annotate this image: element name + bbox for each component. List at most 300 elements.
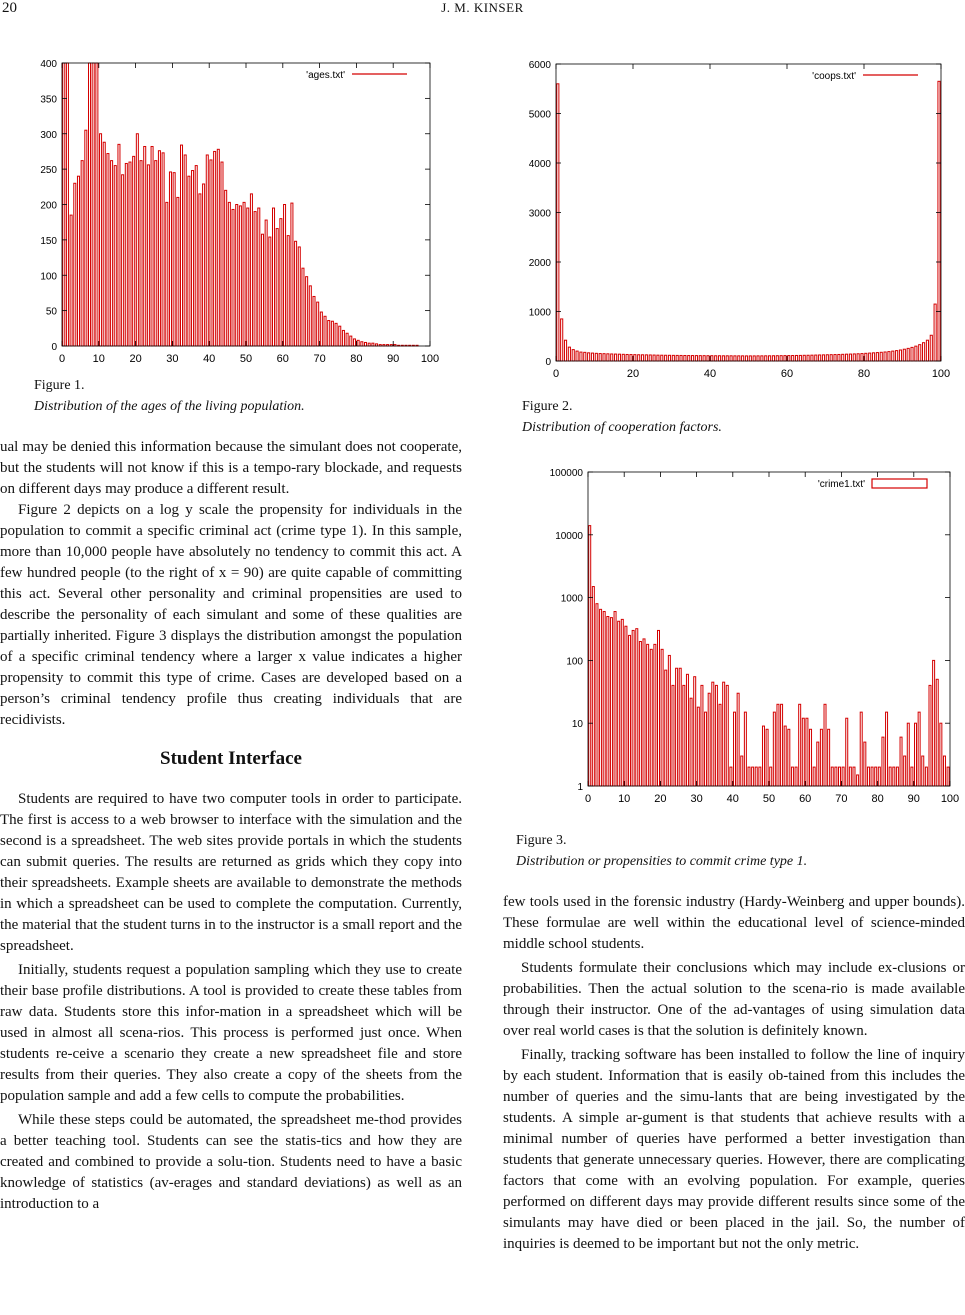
data-bar bbox=[298, 247, 300, 346]
data-bar bbox=[865, 353, 867, 361]
y-tick-label: 5000 bbox=[528, 109, 551, 121]
data-bar bbox=[788, 356, 790, 361]
x-tick-label: 60 bbox=[276, 353, 289, 365]
x-tick-label: 100 bbox=[940, 793, 960, 805]
data-bar bbox=[166, 202, 168, 346]
legend-label: 'crime1.txt' bbox=[817, 479, 865, 490]
data-bar bbox=[309, 286, 311, 346]
data-bar bbox=[749, 356, 751, 361]
data-bar bbox=[147, 165, 149, 346]
data-bar bbox=[911, 767, 913, 786]
data-bar bbox=[284, 205, 286, 347]
data-bar bbox=[811, 355, 813, 361]
data-bar bbox=[889, 767, 891, 786]
data-bar bbox=[576, 351, 578, 361]
figure-2-caption bbox=[522, 396, 922, 438]
x-tick-label: 60 bbox=[799, 793, 812, 805]
data-bar bbox=[765, 356, 767, 361]
data-bar bbox=[206, 155, 208, 346]
section-heading: Student Interface bbox=[160, 748, 302, 769]
left-column bbox=[0, 437, 462, 1215]
data-bar bbox=[615, 354, 617, 361]
y-tick-label: 3000 bbox=[528, 208, 551, 220]
x-tick-label: 20 bbox=[654, 793, 667, 805]
data-bar bbox=[661, 649, 663, 786]
x-tick-label: 0 bbox=[552, 368, 560, 380]
data-bar bbox=[683, 685, 685, 786]
data-bar bbox=[239, 206, 241, 346]
data-bar bbox=[610, 618, 612, 786]
y-tick-label: 1 bbox=[577, 782, 583, 793]
data-bar bbox=[629, 635, 631, 786]
data-bar bbox=[295, 241, 297, 346]
x-tick-label: 40 bbox=[203, 353, 216, 365]
data-bar bbox=[938, 81, 940, 361]
data-bar bbox=[861, 354, 863, 361]
data-bar bbox=[690, 698, 692, 786]
data-bar bbox=[781, 704, 783, 786]
data-bar bbox=[368, 343, 370, 346]
data-bar bbox=[291, 203, 293, 346]
data-bar bbox=[607, 354, 609, 361]
x-tick-label: 0 bbox=[584, 793, 592, 805]
data-bar bbox=[618, 621, 620, 786]
data-bar bbox=[630, 355, 632, 361]
data-bar bbox=[893, 767, 895, 786]
data-bar bbox=[947, 767, 949, 786]
data-bar bbox=[74, 183, 76, 346]
figure-1-title: Distribution of the ages of the living population. bbox=[34, 399, 305, 414]
data-bar bbox=[603, 354, 605, 361]
data-bar bbox=[287, 236, 289, 346]
data-bar bbox=[357, 340, 359, 346]
data-bar bbox=[192, 171, 194, 346]
data-bar bbox=[922, 756, 924, 786]
data-bar bbox=[342, 330, 344, 346]
data-bar bbox=[686, 674, 688, 786]
data-bar bbox=[766, 729, 768, 786]
data-bar bbox=[726, 685, 728, 786]
data-bar bbox=[600, 609, 602, 786]
data-bar bbox=[589, 526, 591, 786]
data-bar bbox=[926, 340, 928, 361]
data-bar bbox=[799, 355, 801, 361]
data-bar bbox=[144, 146, 146, 346]
data-bar bbox=[365, 342, 367, 346]
paragraph: ual may be denied this information because the simulant does not cooperate, but the students will not know if this is a tempo-rary blockade, and requests on different days may produce a different result. bbox=[0, 439, 462, 497]
data-bar bbox=[822, 355, 824, 361]
data-bar bbox=[169, 172, 171, 346]
data-bar bbox=[867, 767, 869, 786]
figure-2-title: Distribution of cooperation factors. bbox=[522, 420, 722, 435]
data-bar bbox=[225, 190, 227, 346]
data-bar bbox=[306, 277, 308, 346]
data-bar bbox=[876, 353, 878, 361]
data-bar bbox=[780, 356, 782, 361]
x-tick-label: 10 bbox=[618, 793, 631, 805]
data-bar bbox=[925, 767, 927, 786]
data-bar bbox=[869, 353, 871, 361]
data-bar bbox=[114, 166, 116, 346]
data-bar bbox=[929, 685, 931, 786]
data-bar bbox=[100, 134, 102, 346]
data-bar bbox=[817, 742, 819, 786]
x-tick-label: 40 bbox=[726, 793, 739, 805]
data-bar bbox=[561, 319, 563, 361]
data-bar bbox=[603, 612, 605, 786]
page-number: 20 bbox=[2, 0, 17, 16]
y-tick-label: 300 bbox=[40, 129, 57, 141]
data-bar bbox=[911, 347, 913, 361]
data-bar bbox=[672, 685, 674, 786]
data-bar bbox=[918, 712, 920, 786]
y-tick-label: 6000 bbox=[528, 60, 551, 71]
data-bar bbox=[634, 355, 636, 361]
data-bar bbox=[214, 151, 216, 346]
data-bar bbox=[820, 729, 822, 786]
data-bar bbox=[726, 356, 728, 361]
data-bar bbox=[638, 355, 640, 361]
data-bar bbox=[181, 145, 183, 346]
data-bar bbox=[849, 767, 851, 786]
data-bar bbox=[636, 629, 638, 786]
running-header: J. M. KINSER bbox=[441, 0, 524, 15]
data-bar bbox=[372, 343, 374, 346]
data-bar bbox=[692, 356, 694, 361]
data-bar bbox=[199, 194, 201, 346]
data-bar bbox=[695, 356, 697, 361]
y-tick-label: 100 bbox=[566, 656, 583, 668]
legend-label: 'ages.txt' bbox=[306, 70, 345, 81]
data-bar bbox=[657, 355, 659, 361]
data-bar bbox=[247, 208, 249, 346]
data-bar bbox=[599, 354, 601, 361]
data-bar bbox=[607, 617, 609, 787]
data-bar bbox=[738, 356, 740, 361]
data-bar bbox=[647, 644, 649, 786]
data-bar bbox=[831, 767, 833, 786]
data-bar bbox=[140, 161, 142, 346]
data-bar bbox=[699, 356, 701, 361]
data-bar bbox=[853, 354, 855, 361]
y-tick-label: 10000 bbox=[555, 530, 583, 542]
data-bar bbox=[761, 356, 763, 361]
data-bar bbox=[107, 154, 109, 346]
data-bar bbox=[77, 176, 79, 346]
data-bar bbox=[892, 351, 894, 361]
data-bar bbox=[742, 356, 744, 361]
data-bar bbox=[328, 321, 330, 346]
paragraph: Students formulate their conclusions which may include ex-clusions or probabilities. Then the actual solution to the scena-rio is made available through their instructor. One of the ad-vantages of using simulation data over real world cases is that the solution is definitely known. bbox=[503, 960, 965, 1039]
data-bar bbox=[89, 63, 91, 346]
data-bar bbox=[96, 63, 98, 346]
data-bar bbox=[755, 767, 757, 786]
data-bar bbox=[880, 352, 882, 361]
data-bar bbox=[703, 356, 705, 361]
data-bar bbox=[592, 587, 594, 786]
data-bar bbox=[807, 355, 809, 361]
data-bar bbox=[737, 693, 739, 786]
data-bar bbox=[665, 670, 667, 786]
data-bar bbox=[753, 356, 755, 361]
data-bar bbox=[853, 767, 855, 786]
data-bar bbox=[777, 704, 779, 786]
x-tick-label: 10 bbox=[92, 353, 105, 365]
data-bar bbox=[158, 151, 160, 346]
data-bar bbox=[741, 756, 743, 786]
data-bar bbox=[734, 712, 736, 786]
data-bar bbox=[705, 712, 707, 786]
data-bar bbox=[125, 163, 127, 346]
data-bar bbox=[915, 723, 917, 786]
data-bar bbox=[882, 737, 884, 786]
data-bar bbox=[596, 604, 598, 786]
data-bar bbox=[210, 160, 212, 346]
data-bar bbox=[842, 354, 844, 361]
data-bar bbox=[217, 149, 219, 346]
x-tick-label: 70 bbox=[313, 353, 326, 365]
data-bar bbox=[828, 729, 830, 786]
data-bar bbox=[595, 353, 597, 361]
figure-3-label: Figure 3. bbox=[516, 833, 567, 848]
data-bar bbox=[896, 767, 898, 786]
x-tick-label: 60 bbox=[780, 368, 794, 380]
data-bar bbox=[799, 704, 801, 786]
data-bar bbox=[335, 323, 337, 346]
x-tick-label: 100 bbox=[931, 368, 951, 380]
data-bar bbox=[834, 355, 836, 361]
data-bar bbox=[136, 134, 138, 346]
data-bar bbox=[943, 756, 945, 786]
data-bar bbox=[618, 354, 620, 361]
data-bar bbox=[177, 197, 179, 346]
data-bar bbox=[668, 655, 670, 786]
data-bar bbox=[320, 312, 322, 346]
y-tick-label: 0 bbox=[51, 342, 57, 353]
paragraph: Finally, tracking software has been installed to follow the line of inquiry by each student. Information that is easily ob-tained from this includes the number of queries and the simu-lants that are being investigated by the students. A simple ar-gument is that students that achieve results with a minimal number of queries have performed a better investigation than students that generate unnecessary queries. However, there are complicating factors that come with an evolving population. For example, queries performed on different days may provide different results since some of the simulants may have died or been placed in the jail. So, the number of inquiries is deemed to be important but not the only metric. bbox=[503, 1047, 965, 1252]
data-bar bbox=[730, 767, 732, 786]
plot-frame bbox=[588, 472, 950, 786]
data-bar bbox=[650, 649, 652, 786]
data-bar bbox=[842, 767, 844, 786]
data-bar bbox=[708, 693, 710, 786]
data-bar bbox=[819, 355, 821, 361]
data-bar bbox=[936, 679, 938, 786]
data-bar bbox=[934, 304, 936, 361]
data-bar bbox=[903, 349, 905, 361]
data-bar bbox=[813, 767, 815, 786]
data-bar bbox=[317, 302, 319, 346]
x-tick-label: 90 bbox=[387, 353, 400, 365]
data-bar bbox=[103, 142, 105, 346]
paragraph: Students are required to have two computer tools in order to participate. The first is access to a web browser to interface with the simulation and the second is a spreadsheet. The web sites provide portals in which the students can submit queries. The results are returned as grids which they copy into their spreadsheets. Example sheets are available to demonstrate the methods in which a spreadsheet can be used to complete the computation. Currently, the material that the student turns in to the instructor is a small report and the spreadsheet. bbox=[0, 791, 462, 954]
data-bar bbox=[111, 161, 113, 346]
y-tick-label: 2000 bbox=[528, 258, 551, 269]
x-tick-label: 80 bbox=[857, 368, 871, 380]
data-bar bbox=[672, 355, 674, 361]
data-bar bbox=[645, 355, 647, 361]
figure-1-chart bbox=[28, 55, 443, 370]
y-tick-label: 200 bbox=[40, 200, 57, 212]
crime1-histogram bbox=[530, 462, 960, 820]
data-bar bbox=[254, 212, 256, 346]
legend-swatch bbox=[872, 479, 927, 488]
data-bar bbox=[684, 356, 686, 361]
data-bar bbox=[572, 350, 574, 361]
data-bar bbox=[788, 729, 790, 786]
data-bar bbox=[795, 355, 797, 361]
data-bar bbox=[759, 767, 761, 786]
data-bar bbox=[653, 355, 655, 361]
data-bar bbox=[772, 356, 774, 361]
data-bar bbox=[715, 356, 717, 361]
y-tick-label: 4000 bbox=[528, 159, 551, 170]
data-bar bbox=[723, 682, 725, 786]
data-bar bbox=[919, 345, 921, 361]
data-bar bbox=[162, 153, 164, 346]
data-bar bbox=[258, 208, 260, 346]
data-bar bbox=[621, 619, 623, 786]
data-bar bbox=[173, 173, 175, 346]
legend-label: 'coops.txt' bbox=[812, 71, 856, 82]
ages-histogram bbox=[28, 55, 443, 370]
data-bar bbox=[265, 220, 267, 346]
y-tick-label: 50 bbox=[45, 306, 57, 318]
data-bar bbox=[718, 356, 720, 361]
data-bar bbox=[824, 704, 826, 786]
x-tick-label: 100 bbox=[420, 353, 440, 365]
data-bar bbox=[643, 639, 645, 786]
data-bar bbox=[715, 685, 717, 786]
data-bar bbox=[784, 356, 786, 361]
x-tick-label: 70 bbox=[835, 793, 848, 805]
data-bar bbox=[940, 723, 942, 786]
data-bar bbox=[707, 356, 709, 361]
data-bar bbox=[236, 205, 238, 347]
data-bar bbox=[639, 642, 641, 787]
data-bar bbox=[591, 353, 593, 361]
data-bar bbox=[826, 355, 828, 361]
data-bar bbox=[580, 352, 582, 361]
data-bar bbox=[195, 166, 197, 346]
data-bar bbox=[886, 712, 888, 786]
data-bar bbox=[118, 144, 120, 346]
data-bar bbox=[802, 718, 804, 786]
data-bar bbox=[668, 355, 670, 361]
right-column bbox=[503, 892, 965, 1255]
x-tick-label: 50 bbox=[239, 353, 253, 365]
data-bar bbox=[888, 352, 890, 361]
data-bar bbox=[835, 767, 837, 786]
data-bar bbox=[688, 356, 690, 361]
data-bar bbox=[933, 660, 935, 786]
x-tick-label: 20 bbox=[626, 368, 640, 380]
data-bar bbox=[70, 215, 72, 346]
data-bar bbox=[884, 352, 886, 361]
data-bar bbox=[261, 234, 263, 346]
data-bar bbox=[744, 712, 746, 786]
data-bar bbox=[900, 737, 902, 786]
data-bar bbox=[923, 343, 925, 361]
y-tick-label: 100 bbox=[40, 271, 57, 283]
data-bar bbox=[871, 767, 873, 786]
data-bar bbox=[857, 775, 859, 786]
data-bar bbox=[722, 356, 724, 361]
data-bar bbox=[85, 130, 87, 346]
data-bar bbox=[864, 742, 866, 786]
data-bar bbox=[614, 612, 616, 786]
data-bar bbox=[232, 209, 234, 346]
data-bar bbox=[331, 321, 333, 346]
data-bar bbox=[776, 356, 778, 361]
data-bar bbox=[930, 335, 932, 361]
data-bar bbox=[719, 704, 721, 786]
data-bar bbox=[302, 268, 304, 346]
data-bar bbox=[711, 356, 713, 361]
data-bar bbox=[269, 237, 271, 346]
data-bar bbox=[250, 194, 252, 346]
data-bar bbox=[830, 355, 832, 361]
data-bar bbox=[904, 756, 906, 786]
data-bar bbox=[81, 161, 83, 346]
data-bar bbox=[221, 162, 223, 346]
figure-2-label: Figure 2. bbox=[522, 399, 573, 414]
data-bar bbox=[273, 208, 275, 346]
data-bar bbox=[661, 355, 663, 361]
data-bar bbox=[757, 356, 759, 361]
x-tick-label: 30 bbox=[166, 353, 179, 365]
data-bar bbox=[353, 339, 355, 346]
data-bar bbox=[791, 767, 793, 786]
data-bar bbox=[346, 333, 348, 346]
data-bar bbox=[324, 316, 326, 346]
data-bar bbox=[188, 176, 190, 346]
figure-2-chart bbox=[508, 55, 953, 385]
data-bar bbox=[313, 296, 315, 346]
data-bar bbox=[361, 342, 363, 346]
data-bar bbox=[899, 350, 901, 361]
data-bar bbox=[129, 162, 131, 346]
data-bar bbox=[745, 356, 747, 361]
data-bar bbox=[803, 355, 805, 361]
y-tick-label: 1000 bbox=[528, 307, 551, 319]
data-bar bbox=[730, 356, 732, 361]
x-tick-label: 90 bbox=[907, 793, 920, 805]
data-bar bbox=[155, 161, 157, 346]
data-bar bbox=[810, 729, 812, 786]
data-bar bbox=[611, 354, 613, 361]
data-bar bbox=[872, 353, 874, 361]
paragraph: Figure 2 depicts on a log y scale the propensity for individuals in the population to commit a specific criminal act (crime type 1). In this sample, more than 10,000 people have absolutely no tendency to commit this act. A few hundred people (to the right of x = 90) are quite capable of committing this act. Several other personality and criminal propensities are used to describe the personality of each simulant and some of these qualities are partially inherited. Figure 3 displays the distribution amongst the population of a specific criminal tendency where a larger x value indicates a higher propensity to commit this type of crime. Cases are developed based on a person’s criminal tendency profile thus creating individuals that are recidivists. bbox=[0, 502, 462, 728]
figure-1-caption bbox=[34, 375, 434, 417]
data-bar bbox=[654, 644, 656, 786]
figure-3-caption bbox=[516, 830, 936, 872]
y-tick-label: 400 bbox=[40, 59, 57, 70]
data-bar bbox=[701, 685, 703, 786]
data-bar bbox=[350, 336, 352, 346]
data-bar bbox=[280, 219, 282, 346]
x-tick-label: 30 bbox=[690, 793, 703, 805]
y-tick-label: 250 bbox=[40, 165, 57, 177]
x-tick-label: 80 bbox=[350, 353, 363, 365]
x-tick-label: 40 bbox=[703, 368, 717, 380]
data-bar bbox=[658, 630, 660, 786]
data-bar bbox=[838, 354, 840, 361]
data-bar bbox=[584, 352, 586, 361]
plot-frame bbox=[62, 63, 430, 346]
data-bar bbox=[588, 353, 590, 361]
y-tick-label: 0 bbox=[545, 357, 551, 368]
